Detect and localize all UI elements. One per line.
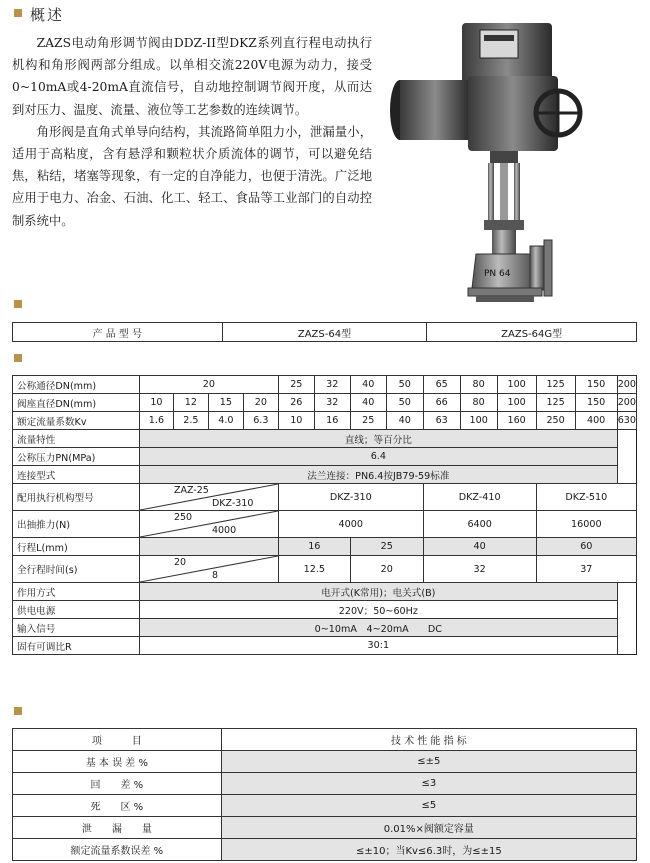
- dn-value: 80: [460, 376, 497, 394]
- table-row: [13, 556, 637, 583]
- perf-value: ≤5: [221, 795, 636, 817]
- dn-small-value: 20: [139, 376, 278, 394]
- table-row: [13, 817, 637, 839]
- perf-value: ≤3: [221, 773, 636, 795]
- kv-value: 1.6: [139, 412, 173, 430]
- pn-value: 6.4: [139, 448, 617, 466]
- stroke-empty: [139, 538, 278, 556]
- actuator-diag-b: DKZ-310: [211, 498, 254, 509]
- actuator-value: DKZ-510: [536, 484, 636, 511]
- product-model-label: 产 品 型 号: [13, 323, 223, 342]
- time-diagonal-cell: [139, 556, 278, 583]
- perf-value: ≤±10；当Kv≤6.3时，为≤±15: [221, 839, 636, 861]
- perf-item: 泄 漏 量: [13, 817, 222, 839]
- time-diag-b: 8: [211, 570, 218, 581]
- perf-item: 额定流量系数误差 %: [13, 839, 222, 861]
- product-model-table: [12, 322, 637, 342]
- signal-value: 0~10mA 4~20mA DC: [139, 619, 617, 637]
- thrust-value: 16000: [536, 511, 636, 538]
- intro-paragraph-1: ZAZS电动角形调节阀由DDZ-II型DKZ系列直行程电动执行机构和角形阀两部分组成。以单相交流220V电源为动力，接受0~10mA或4-20mA直流信号，自动地控制调节阀开度，从而达到对压力、温度、流量、液位等工艺参数的连续调节。: [12, 36, 372, 117]
- table-row: [13, 751, 637, 773]
- actuator-value: DKZ-310: [278, 484, 423, 511]
- thrust-value: 4000: [278, 511, 423, 538]
- thrust-label: 出抽推力(N): [13, 511, 140, 538]
- product-model-b: ZAZS-64G型: [427, 323, 637, 342]
- dn-value: 50: [386, 376, 423, 394]
- thrust-diagonal-cell: [139, 511, 278, 538]
- table-row: [13, 619, 637, 637]
- section-bullet: [14, 354, 22, 362]
- table-row: [13, 376, 637, 394]
- dn-value: 100: [497, 376, 536, 394]
- stroke-value: 16: [278, 538, 350, 556]
- action-value: 电开式(K常用)；电关式(B): [139, 583, 617, 601]
- thrust-diag-a: 250: [173, 512, 193, 523]
- performance-table: [12, 728, 637, 861]
- section-bullet: [14, 300, 22, 308]
- kv-label: 额定流量系数Kv: [13, 412, 140, 430]
- power-value: 220V；50~60Hz: [139, 601, 617, 619]
- ratio-value: 30:1: [139, 637, 617, 655]
- seat-value: 100: [497, 394, 536, 412]
- perf-value: ≤±5: [221, 751, 636, 773]
- dn-value: 65: [423, 376, 460, 394]
- table-row: [13, 637, 637, 655]
- seat-value: 66: [423, 394, 460, 412]
- perf-item: 死 区 %: [13, 795, 222, 817]
- pn-label: 公称压力PN(MPa): [13, 448, 140, 466]
- section-bullet: [14, 707, 22, 715]
- signal-label: 输入信号: [13, 619, 140, 637]
- seat-value: 200: [617, 394, 636, 412]
- ratio-label: 固有可调比R: [13, 637, 140, 655]
- kv-value: 160: [497, 412, 536, 430]
- actuator-diagonal-cell: [139, 484, 278, 511]
- seat-label: 阀座直径DN(mm): [13, 394, 140, 412]
- perf-item: 回 差 %: [13, 773, 222, 795]
- section-bullet: [14, 9, 22, 17]
- stroke-value: 60: [536, 538, 636, 556]
- table-row: [13, 601, 637, 619]
- thrust-value: 6400: [423, 511, 536, 538]
- time-value: 37: [536, 556, 636, 583]
- perf-value: 0.01%×阀额定容量: [221, 817, 636, 839]
- seat-value: 10: [139, 394, 173, 412]
- kv-value: 16: [314, 412, 350, 430]
- table-row: [13, 430, 637, 448]
- power-label: 供电电源: [13, 601, 140, 619]
- table-row: [13, 773, 637, 795]
- table-row: [13, 795, 637, 817]
- kv-value: 630: [617, 412, 636, 430]
- stroke-label: 行程L(mm): [13, 538, 140, 556]
- table-row: [13, 839, 637, 861]
- conn-value: 法兰连接：PN6.4按JB79-59标准: [139, 466, 617, 484]
- actuator-value: DKZ-410: [423, 484, 536, 511]
- time-value: 12.5: [278, 556, 350, 583]
- dn-label: 公称通径DN(mm): [13, 376, 140, 394]
- seat-value: 80: [460, 394, 497, 412]
- conn-label: 连接型式: [13, 466, 140, 484]
- section-heading: 概述: [30, 6, 65, 24]
- table-row: [13, 412, 637, 430]
- col-index-header: 技 术 性 能 指 标: [221, 729, 636, 751]
- table-row: [13, 466, 637, 484]
- kv-value: 2.5: [173, 412, 208, 430]
- kv-value: 25: [350, 412, 386, 430]
- table-row: [13, 538, 637, 556]
- kv-value: 4.0: [208, 412, 243, 430]
- kv-value: 10: [278, 412, 314, 430]
- product-model-a: ZAZS-64型: [222, 323, 427, 342]
- kv-value: 63: [423, 412, 460, 430]
- valve-illustration: [380, 18, 605, 303]
- dn-value: 200: [617, 376, 636, 394]
- kv-value: 40: [386, 412, 423, 430]
- seat-value: 40: [350, 394, 386, 412]
- seat-value: 12: [173, 394, 208, 412]
- actuator-diag-a: ZAZ-25: [173, 485, 209, 496]
- time-value: 32: [423, 556, 536, 583]
- dn-value: 125: [536, 376, 575, 394]
- kv-value: 6.3: [243, 412, 278, 430]
- dn-value: 25: [278, 376, 314, 394]
- kv-value: 100: [460, 412, 497, 430]
- spec-table: [12, 375, 637, 655]
- seat-value: 150: [575, 394, 617, 412]
- seat-value: 125: [536, 394, 575, 412]
- stroke-value: 25: [350, 538, 423, 556]
- time-value: 20: [350, 556, 423, 583]
- table-row: [13, 729, 637, 751]
- actuator-label: 配用执行机构型号: [13, 484, 140, 511]
- time-label: 全行程时间(s): [13, 556, 140, 583]
- dn-value: 40: [350, 376, 386, 394]
- kv-value: 400: [575, 412, 617, 430]
- stroke-value: 40: [423, 538, 536, 556]
- intro-text: [12, 32, 372, 232]
- flow-label: 流量特性: [13, 430, 140, 448]
- seat-value: 50: [386, 394, 423, 412]
- table-row: [13, 511, 637, 538]
- seat-value: 15: [208, 394, 243, 412]
- perf-item: 基 本 误 差 %: [13, 751, 222, 773]
- thrust-diag-b: 4000: [211, 525, 237, 536]
- seat-value: 32: [314, 394, 350, 412]
- time-diag-a: 20: [173, 557, 187, 568]
- table-row: [13, 448, 637, 466]
- seat-value: 26: [278, 394, 314, 412]
- dn-value: 150: [575, 376, 617, 394]
- kv-value: 250: [536, 412, 575, 430]
- flow-value: 直线；等百分比: [139, 430, 617, 448]
- nameplate-text: PN 64: [484, 269, 511, 279]
- table-row: [13, 484, 637, 511]
- table-row: [13, 583, 637, 601]
- seat-value: 20: [243, 394, 278, 412]
- intro-paragraph-2: 角形阀是直角式单导向结构，其流路简单阻力小，泄漏量小，适用于高粘度，含有悬浮和颗粒状介质流体的调节，可以避免结焦，粘结，堵塞等现象，有一定的自净能力，也便于清洗。广泛地应用于电力、冶金、石油、化工、轻工、食品等工业部门的自动控制系统中。: [12, 124, 372, 228]
- table-row: [13, 394, 637, 412]
- action-label: 作用方式: [13, 583, 140, 601]
- col-item-header: 项 目: [13, 729, 222, 751]
- dn-value: 32: [314, 376, 350, 394]
